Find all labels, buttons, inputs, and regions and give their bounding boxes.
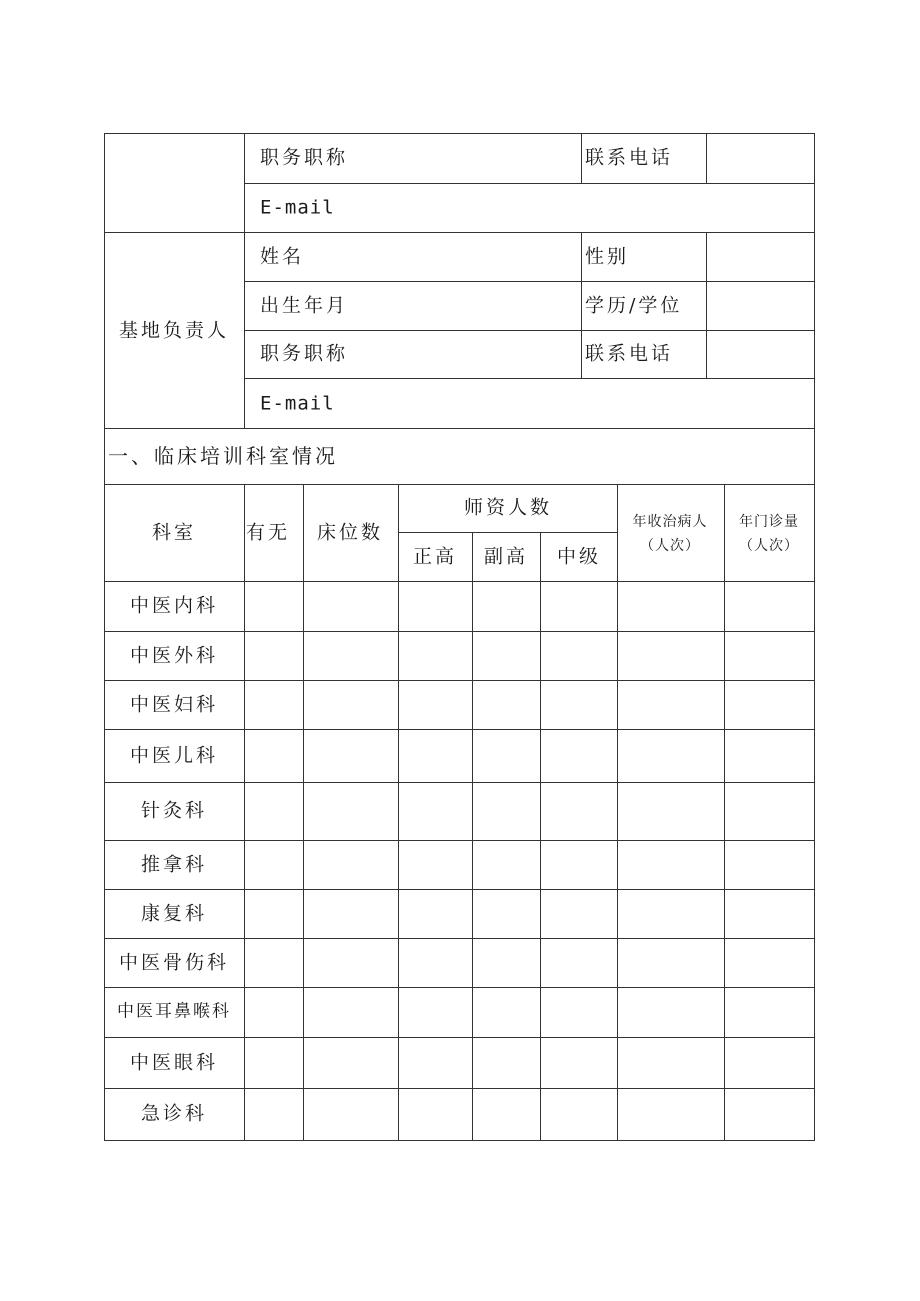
header-inpatients: 年收治病人: [632, 514, 708, 530]
dept-row-label: 中医儿科: [129, 744, 219, 767]
row-divider: [104, 782, 815, 783]
col-divider: [581, 232, 582, 378]
col-divider: [303, 484, 304, 1141]
birth-label: 出生年月: [260, 294, 349, 317]
header-senior: 正高: [412, 545, 458, 568]
row-divider: [104, 631, 815, 632]
header-faculty: 师资人数: [463, 496, 553, 519]
dept-row-label: 中医眼科: [129, 1051, 219, 1074]
col-divider: [540, 532, 541, 1141]
header-outpatients: 年门诊量: [739, 514, 799, 530]
col-divider: [706, 133, 707, 183]
row-divider: [398, 532, 618, 533]
dept-row-label: 中医耳鼻喉科: [117, 1001, 231, 1022]
position-title-label: 职务职称: [260, 146, 349, 169]
table-border-left: [104, 133, 105, 1141]
col-divider: [581, 133, 582, 183]
dept-row-label: 康复科: [140, 902, 208, 925]
name-label: 姓名: [260, 245, 305, 268]
col-divider: [617, 484, 618, 1141]
dept-row-label: 中医外科: [129, 644, 219, 667]
col-divider: [244, 133, 245, 428]
row-divider: [244, 330, 815, 331]
dept-row-label: 针灸科: [140, 799, 208, 822]
row-divider: [244, 281, 815, 282]
row-divider: [104, 889, 815, 890]
row-divider: [104, 232, 815, 233]
table-border-top: [104, 133, 815, 134]
header-outpatients-unit: （人次）: [739, 538, 799, 554]
row-divider: [104, 428, 815, 429]
dept-row-label: 推拿科: [140, 853, 208, 876]
row-divider: [104, 987, 815, 988]
leader-phone-label: 联系电话: [585, 342, 674, 365]
row-divider: [244, 378, 815, 379]
leader-email-label: E-mail: [260, 392, 335, 415]
table-border-bottom: [104, 1140, 815, 1141]
row-divider: [104, 484, 815, 485]
email-label: E-mail: [260, 196, 335, 219]
table-border-right: [814, 133, 815, 1141]
row-divider: [244, 183, 815, 184]
header-inpatients-unit: （人次）: [640, 538, 700, 554]
section-title: 一、临床培训科室情况: [108, 444, 338, 468]
education-label: 学历/学位: [585, 294, 683, 317]
row-divider: [104, 1037, 815, 1038]
gender-label: 性别: [585, 245, 630, 268]
col-divider: [472, 532, 473, 1141]
row-divider: [104, 840, 815, 841]
dept-row-label: 急诊科: [140, 1102, 208, 1125]
col-divider: [244, 484, 245, 1141]
header-vice-senior: 副高: [483, 545, 529, 568]
header-dept: 科室: [151, 521, 197, 544]
row-divider: [104, 1088, 815, 1089]
row-divider: [104, 938, 815, 939]
col-divider: [398, 484, 399, 1141]
header-middle: 中级: [556, 545, 602, 568]
col-divider: [724, 484, 725, 1141]
phone-label: 联系电话: [585, 146, 674, 169]
col-divider: [706, 232, 707, 378]
row-divider: [104, 680, 815, 681]
base-leader-label: 基地负责人: [118, 319, 230, 342]
dept-row-label: 中医妇科: [129, 693, 219, 716]
dept-row-label: 中医内科: [129, 594, 219, 617]
row-divider: [104, 729, 815, 730]
leader-position-title-label: 职务职称: [260, 342, 349, 365]
dept-row-label: 中医骨伤科: [118, 951, 230, 974]
header-beds: 床位数: [316, 521, 384, 544]
header-has: 有无: [245, 521, 291, 544]
row-divider: [104, 581, 815, 582]
